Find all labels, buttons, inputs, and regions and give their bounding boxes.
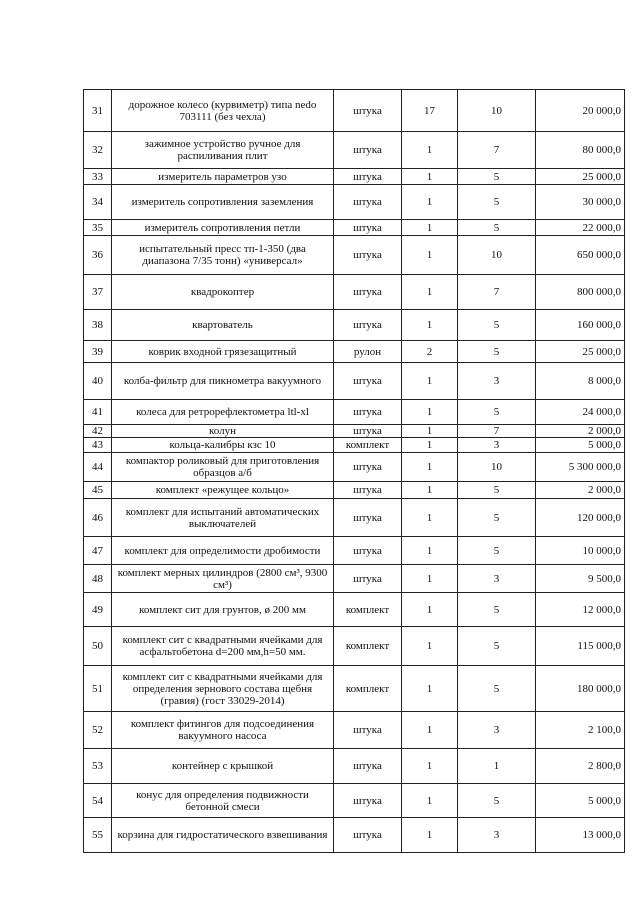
item-quantity: 1	[402, 400, 458, 425]
item-price: 180 000,0	[536, 666, 625, 712]
item-price: 2 800,0	[536, 749, 625, 784]
item-name: комплект сит с квадратными ячейками для определения зернового состава щебня (гравия) (гост 33029-2014)	[112, 666, 334, 712]
table-row	[84, 220, 625, 236]
item-unit: штука	[334, 499, 402, 537]
item-price: 10 000,0	[536, 537, 625, 565]
item-service-life: 10	[458, 453, 536, 482]
item-unit: штука	[334, 169, 402, 185]
row-number: 47	[84, 537, 112, 565]
item-quantity: 1	[402, 784, 458, 818]
item-quantity: 1	[402, 666, 458, 712]
item-unit: штука	[334, 363, 402, 400]
table-row	[84, 784, 625, 818]
row-number: 41	[84, 400, 112, 425]
row-number: 48	[84, 565, 112, 593]
item-name: комплект для определимости дробимости	[112, 537, 334, 565]
item-price: 160 000,0	[536, 310, 625, 341]
item-quantity: 1	[402, 425, 458, 438]
item-unit: штука	[334, 565, 402, 593]
row-number: 50	[84, 627, 112, 666]
item-name: комплект мерных цилиндров (2800 см³, 9300 см³)	[112, 565, 334, 593]
table-row	[84, 236, 625, 275]
inventory-table-body	[84, 90, 625, 853]
item-service-life: 5	[458, 537, 536, 565]
item-name: зажимное устройство ручное для распиливания плит	[112, 132, 334, 169]
table-row	[84, 749, 625, 784]
item-unit: штука	[334, 425, 402, 438]
item-name: колба-фильтр для пикнометра вакуумного	[112, 363, 334, 400]
item-price: 5 000,0	[536, 784, 625, 818]
item-unit: штука	[334, 220, 402, 236]
item-quantity: 1	[402, 310, 458, 341]
item-price: 115 000,0	[536, 627, 625, 666]
table-row	[84, 90, 625, 132]
item-price: 25 000,0	[536, 169, 625, 185]
row-number: 33	[84, 169, 112, 185]
item-price: 80 000,0	[536, 132, 625, 169]
item-unit: штука	[334, 453, 402, 482]
item-service-life: 5	[458, 341, 536, 363]
item-price: 20 000,0	[536, 90, 625, 132]
table-row	[84, 341, 625, 363]
item-quantity: 1	[402, 627, 458, 666]
item-unit: штука	[334, 400, 402, 425]
item-service-life: 5	[458, 666, 536, 712]
item-quantity: 1	[402, 185, 458, 220]
inventory-table	[83, 89, 625, 853]
item-name: комплект «режущее кольцо»	[112, 482, 334, 499]
item-service-life: 5	[458, 400, 536, 425]
item-price: 22 000,0	[536, 220, 625, 236]
item-name: квадрокоптер	[112, 275, 334, 310]
item-quantity: 1	[402, 453, 458, 482]
item-quantity: 1	[402, 593, 458, 627]
item-price: 8 000,0	[536, 363, 625, 400]
item-price: 120 000,0	[536, 499, 625, 537]
table-row	[84, 425, 625, 438]
table-row	[84, 712, 625, 749]
item-service-life: 5	[458, 627, 536, 666]
item-quantity: 1	[402, 220, 458, 236]
item-name: измеритель сопротивления заземления	[112, 185, 334, 220]
item-quantity: 2	[402, 341, 458, 363]
item-name: квартователь	[112, 310, 334, 341]
table-row	[84, 593, 625, 627]
item-name: комплект для испытаний автоматических выключателей	[112, 499, 334, 537]
row-number: 43	[84, 438, 112, 453]
item-price: 2 100,0	[536, 712, 625, 749]
item-service-life: 3	[458, 438, 536, 453]
item-service-life: 3	[458, 363, 536, 400]
item-price: 2 000,0	[536, 425, 625, 438]
item-name: комплект сит для грунтов, ø 200 мм	[112, 593, 334, 627]
row-number: 40	[84, 363, 112, 400]
item-service-life: 1	[458, 749, 536, 784]
item-name: измеритель сопротивления петли	[112, 220, 334, 236]
item-quantity: 1	[402, 712, 458, 749]
row-number: 31	[84, 90, 112, 132]
item-service-life: 7	[458, 425, 536, 438]
item-quantity: 1	[402, 499, 458, 537]
item-quantity: 1	[402, 275, 458, 310]
item-price: 5 300 000,0	[536, 453, 625, 482]
row-number: 51	[84, 666, 112, 712]
row-number: 46	[84, 499, 112, 537]
item-price: 5 000,0	[536, 438, 625, 453]
row-number: 49	[84, 593, 112, 627]
item-service-life: 3	[458, 818, 536, 853]
item-service-life: 5	[458, 784, 536, 818]
item-quantity: 1	[402, 818, 458, 853]
item-service-life: 10	[458, 236, 536, 275]
item-name: колун	[112, 425, 334, 438]
table-row	[84, 482, 625, 499]
table-row	[84, 363, 625, 400]
item-unit: штука	[334, 712, 402, 749]
item-quantity: 17	[402, 90, 458, 132]
table-row	[84, 400, 625, 425]
row-number: 53	[84, 749, 112, 784]
table-row	[84, 537, 625, 565]
item-service-life: 10	[458, 90, 536, 132]
item-name: комплект сит с квадратными ячейками для асфальтобетона d=200 мм,h=50 мм.	[112, 627, 334, 666]
item-service-life: 7	[458, 275, 536, 310]
item-quantity: 1	[402, 537, 458, 565]
item-unit: комплект	[334, 593, 402, 627]
row-number: 38	[84, 310, 112, 341]
item-quantity: 1	[402, 482, 458, 499]
row-number: 55	[84, 818, 112, 853]
item-service-life: 3	[458, 565, 536, 593]
row-number: 34	[84, 185, 112, 220]
item-service-life: 5	[458, 310, 536, 341]
item-unit: рулон	[334, 341, 402, 363]
item-service-life: 5	[458, 169, 536, 185]
table-row	[84, 275, 625, 310]
item-unit: штука	[334, 749, 402, 784]
row-number: 32	[84, 132, 112, 169]
item-name: дорожное колесо (курвиметр) типа nedo 703111 (без чехла)	[112, 90, 334, 132]
item-name: корзина для гидростатического взвешивания	[112, 818, 334, 853]
item-price: 650 000,0	[536, 236, 625, 275]
item-unit: штука	[334, 236, 402, 275]
item-unit: комплект	[334, 666, 402, 712]
table-row	[84, 499, 625, 537]
item-unit: штука	[334, 90, 402, 132]
item-service-life: 5	[458, 482, 536, 499]
table-row	[84, 132, 625, 169]
item-name: комплект фитингов для подсоединения вакуумного насоса	[112, 712, 334, 749]
item-unit: комплект	[334, 627, 402, 666]
item-name: контейнер с крышкой	[112, 749, 334, 784]
item-unit: штука	[334, 482, 402, 499]
item-price: 24 000,0	[536, 400, 625, 425]
item-service-life: 3	[458, 712, 536, 749]
row-number: 35	[84, 220, 112, 236]
table-row	[84, 627, 625, 666]
item-service-life: 7	[458, 132, 536, 169]
row-number: 42	[84, 425, 112, 438]
table-row	[84, 438, 625, 453]
item-price: 30 000,0	[536, 185, 625, 220]
item-price: 25 000,0	[536, 341, 625, 363]
row-number: 54	[84, 784, 112, 818]
item-unit: штука	[334, 818, 402, 853]
item-unit: штука	[334, 537, 402, 565]
table-row	[84, 185, 625, 220]
row-number: 39	[84, 341, 112, 363]
item-quantity: 1	[402, 749, 458, 784]
item-unit: штука	[334, 185, 402, 220]
table-row	[84, 565, 625, 593]
item-quantity: 1	[402, 565, 458, 593]
row-number: 37	[84, 275, 112, 310]
item-quantity: 1	[402, 438, 458, 453]
table-row	[84, 169, 625, 185]
item-price: 2 000,0	[536, 482, 625, 499]
item-name: коврик входной грязезащитный	[112, 341, 334, 363]
item-price: 13 000,0	[536, 818, 625, 853]
row-number: 36	[84, 236, 112, 275]
table-row	[84, 453, 625, 482]
item-quantity: 1	[402, 363, 458, 400]
table-row	[84, 818, 625, 853]
item-name: конус для определения подвижности бетонной смеси	[112, 784, 334, 818]
item-unit: штука	[334, 275, 402, 310]
row-number: 44	[84, 453, 112, 482]
item-unit: штука	[334, 784, 402, 818]
item-unit: комплект	[334, 438, 402, 453]
item-quantity: 1	[402, 169, 458, 185]
item-service-life: 5	[458, 185, 536, 220]
item-service-life: 5	[458, 593, 536, 627]
item-unit: штука	[334, 132, 402, 169]
table-row	[84, 310, 625, 341]
row-number: 45	[84, 482, 112, 499]
item-service-life: 5	[458, 220, 536, 236]
table-row	[84, 666, 625, 712]
item-service-life: 5	[458, 499, 536, 537]
item-price: 12 000,0	[536, 593, 625, 627]
item-unit: штука	[334, 310, 402, 341]
item-name: испытательный пресс тп-1-350 (два диапазона 7/35 тонн) «универсал»	[112, 236, 334, 275]
item-name: компактор роликовый для приготовления образцов а/б	[112, 453, 334, 482]
item-quantity: 1	[402, 236, 458, 275]
item-quantity: 1	[402, 132, 458, 169]
item-name: колеса для ретрорефлектометра ltl-xl	[112, 400, 334, 425]
item-name: измеритель параметров узо	[112, 169, 334, 185]
item-price: 9 500,0	[536, 565, 625, 593]
item-name: кольца-калибры кзс 10	[112, 438, 334, 453]
item-price: 800 000,0	[536, 275, 625, 310]
row-number: 52	[84, 712, 112, 749]
